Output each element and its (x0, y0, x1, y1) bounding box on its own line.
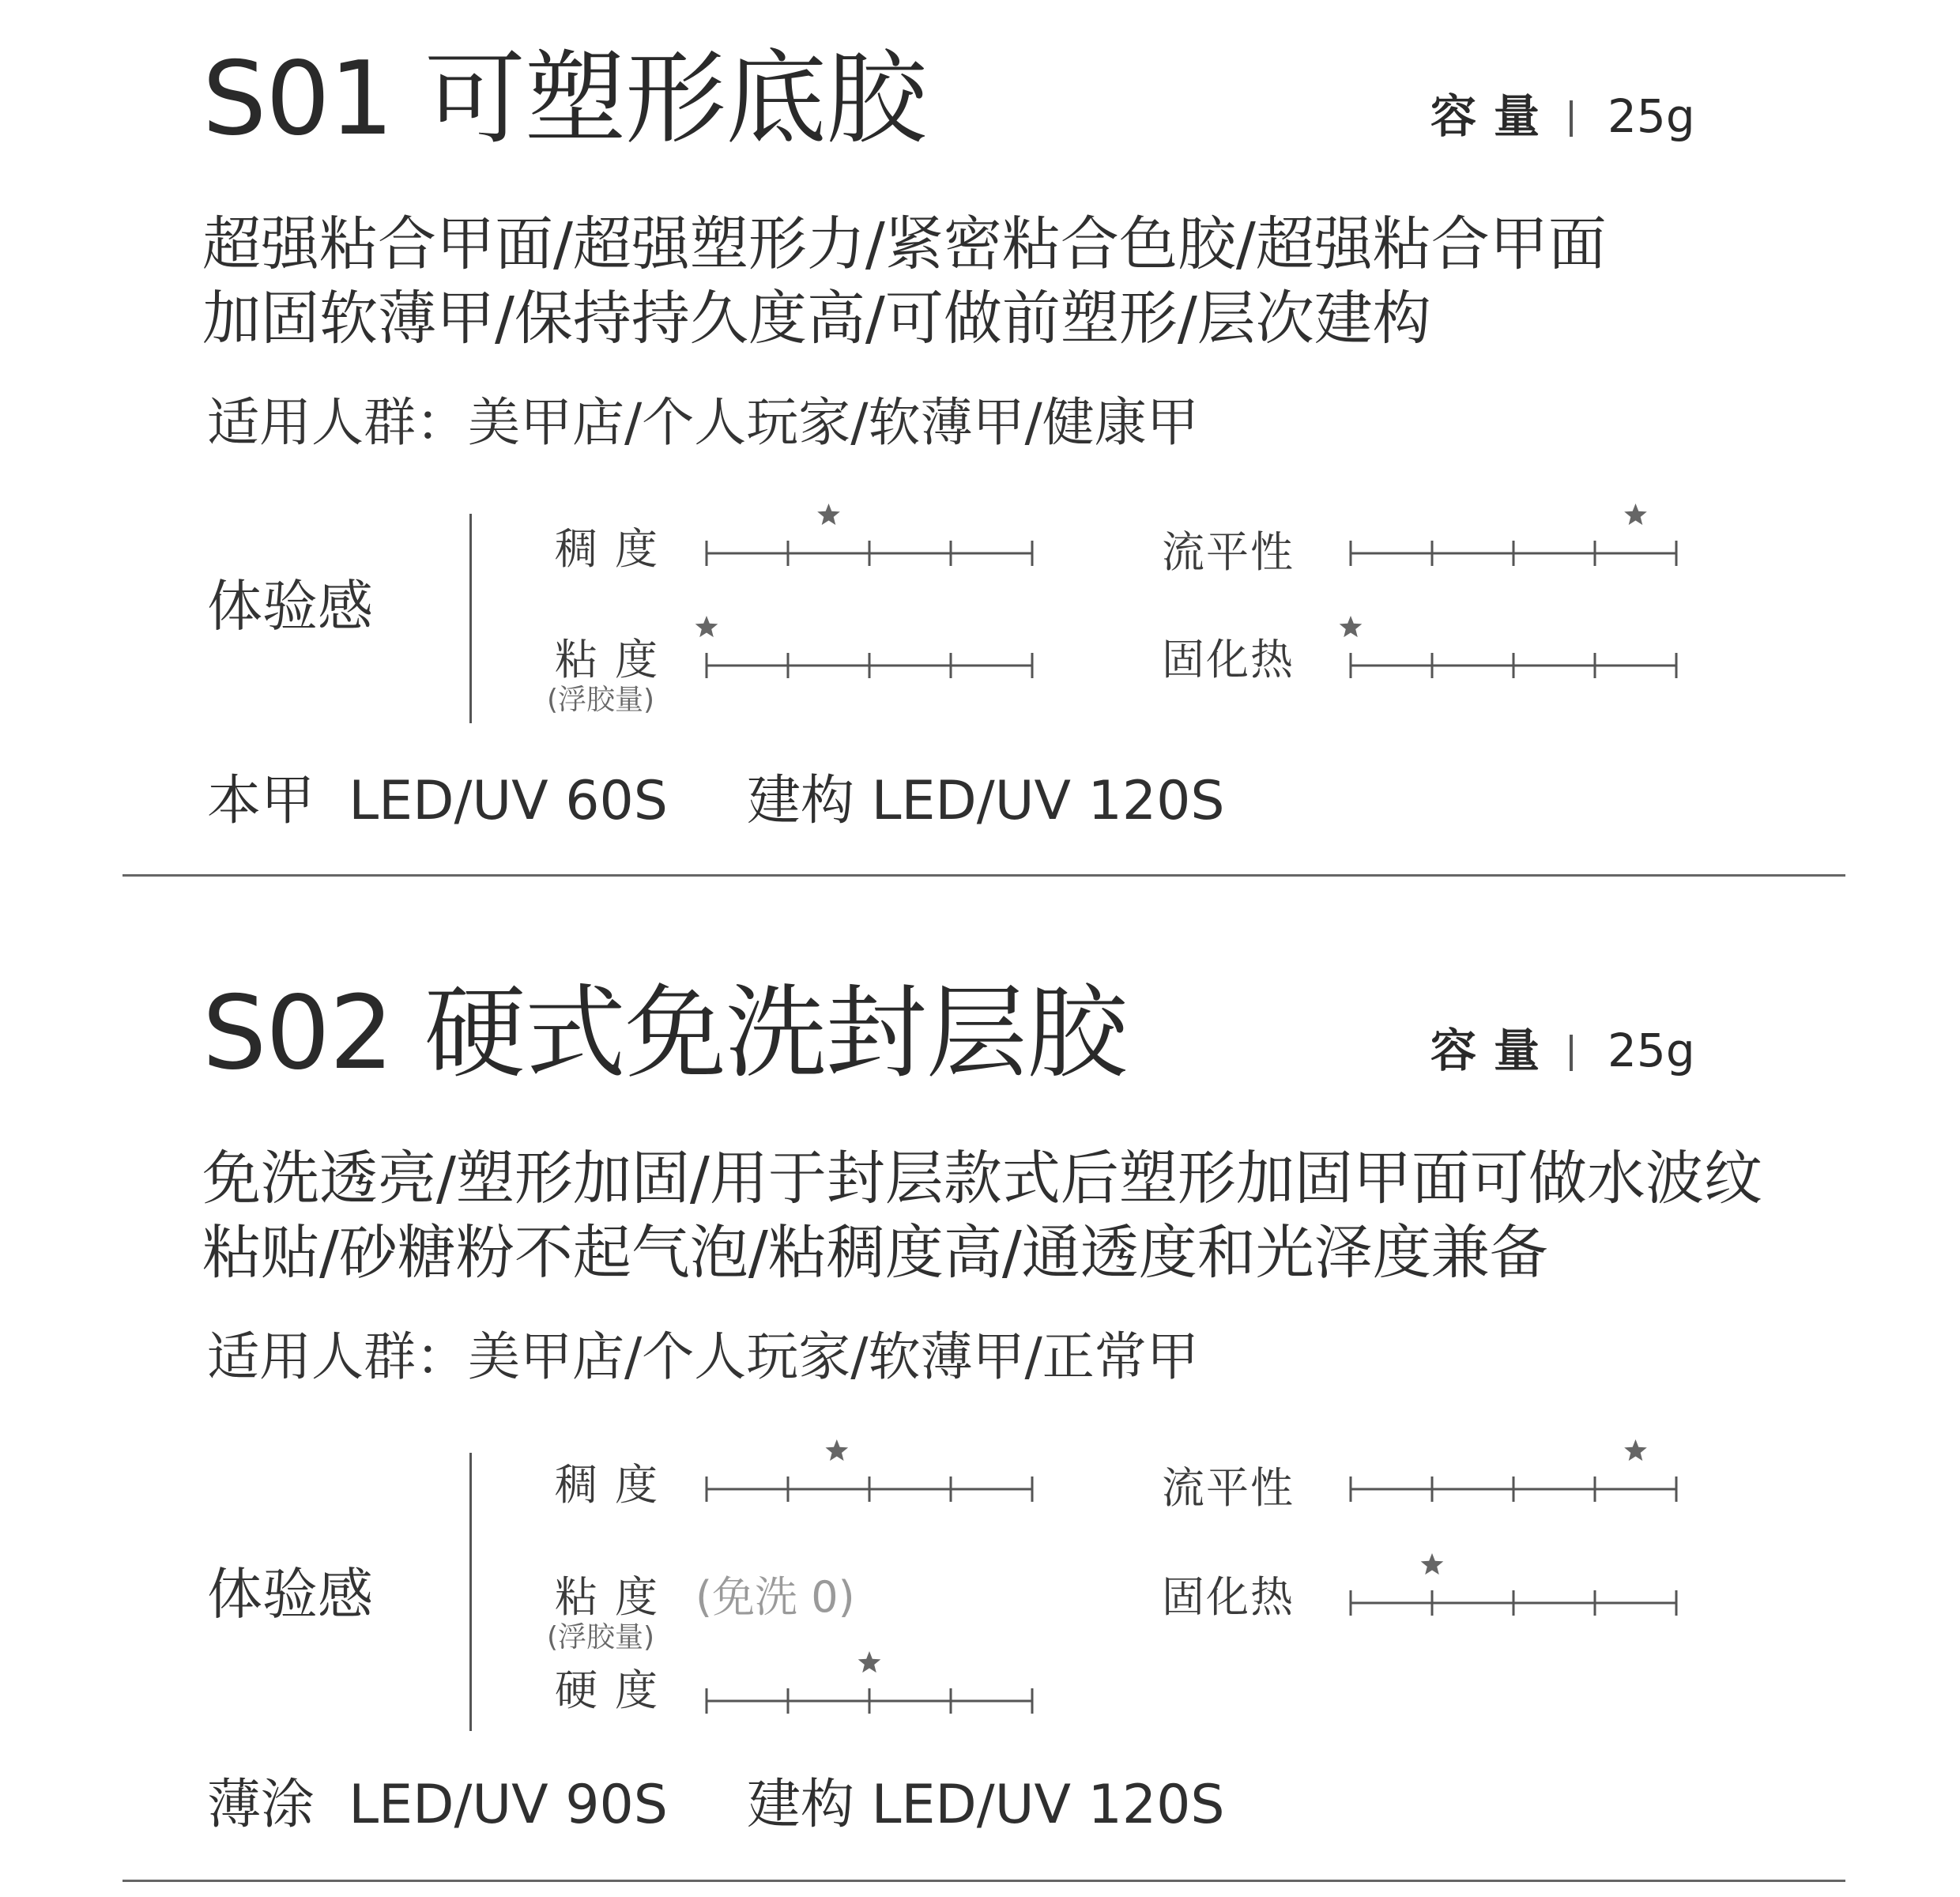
cure-time-build: 建构 LED/UV 120S (746, 1774, 1225, 1836)
rating-star-icon (817, 503, 840, 525)
rating-star-icon (1624, 1439, 1647, 1461)
metric-sublabel-float: (浮胶量) (547, 1621, 655, 1654)
metric-sublabel-float: (浮胶量) (547, 684, 655, 716)
capacity-value: 25g (1608, 1024, 1695, 1077)
metric-label-leveling: 流平性 (1162, 1463, 1295, 1513)
experience-divider (469, 1453, 472, 1731)
cure-heat-scale (1348, 1548, 1679, 1619)
capacity-label: 容量 (1430, 89, 1558, 143)
leveling-scale (1348, 498, 1679, 569)
hardness-scale (703, 1646, 1035, 1717)
stickiness-scale (703, 610, 1035, 681)
leveling-scale (1348, 1434, 1679, 1505)
metric-label-cure-heat: 固化热 (1162, 1572, 1295, 1622)
experience-divider (469, 514, 472, 723)
description-line: 粘贴/砂糖粉不起气泡/粘稠度高/通透度和光泽度兼备 (202, 1219, 1548, 1287)
product-section-s02 (0, 934, 1960, 1867)
rating-star-icon (1624, 503, 1647, 525)
cure-heat-scale (1348, 610, 1679, 681)
product-section-s01 (0, 0, 1960, 933)
product-title: S02 硬式免洗封层胶 (202, 975, 1127, 1092)
capacity-separator (1570, 1035, 1573, 1071)
rating-star-icon (695, 616, 718, 637)
experience-label: 体验感 (207, 1562, 373, 1627)
section-divider (122, 874, 1845, 877)
capacity (1430, 1024, 1695, 1077)
metric-note-no-wipe: (免洗 0) (695, 1572, 855, 1622)
product-description (202, 1141, 1762, 1290)
viscosity-scale (703, 498, 1035, 569)
target-audience: 适用人群：美甲店/个人玩家/软薄甲/健康甲 (207, 392, 1199, 453)
cure-time-thin-coat: 薄涂 LED/UV 90S (207, 1774, 668, 1836)
metric-label-stickiness: 粘度 (555, 1572, 675, 1622)
rating-star-icon (858, 1651, 881, 1673)
metric-label-viscosity: 稠度 (555, 1460, 675, 1510)
metric-label-cure-heat: 固化热 (1162, 635, 1295, 685)
capacity (1430, 89, 1695, 143)
product-description (202, 207, 1607, 356)
cure-times (207, 1774, 1225, 1836)
rating-star-icon (1421, 1553, 1444, 1575)
section-divider (122, 1880, 1845, 1882)
product-title: S01 可塑形底胶 (202, 40, 926, 158)
metric-label-leveling: 流平性 (1162, 527, 1295, 577)
cure-time-build: 建构 LED/UV 120S (746, 770, 1225, 832)
capacity-value: 25g (1608, 89, 1695, 143)
viscosity-scale (703, 1434, 1035, 1505)
rating-star-icon (826, 1439, 849, 1461)
description-line: 免洗透亮/塑形加固/用于封层款式后塑形加固甲面可做水波纹 (202, 1145, 1762, 1212)
cure-times (207, 770, 1225, 832)
metric-label-stickiness: 粘度 (555, 635, 675, 685)
experience-label: 体验感 (207, 574, 373, 639)
target-audience: 适用人群：美甲店/个人玩家/软薄甲/正常甲 (207, 1326, 1199, 1387)
cure-time-base: 本甲 LED/UV 60S (207, 770, 668, 832)
capacity-separator (1570, 100, 1573, 137)
metric-label-viscosity: 稠度 (555, 524, 675, 574)
metric-label-hardness: 硬度 (555, 1665, 675, 1715)
description-line: 加固软薄甲/保持持久度高/可做前塑形/层次建构 (202, 285, 1431, 353)
rating-star-icon (1340, 616, 1363, 637)
capacity-label: 容量 (1430, 1024, 1558, 1077)
description-line: 超强粘合甲面/超强塑形力/紧密粘合色胶/超强粘合甲面 (202, 210, 1607, 278)
